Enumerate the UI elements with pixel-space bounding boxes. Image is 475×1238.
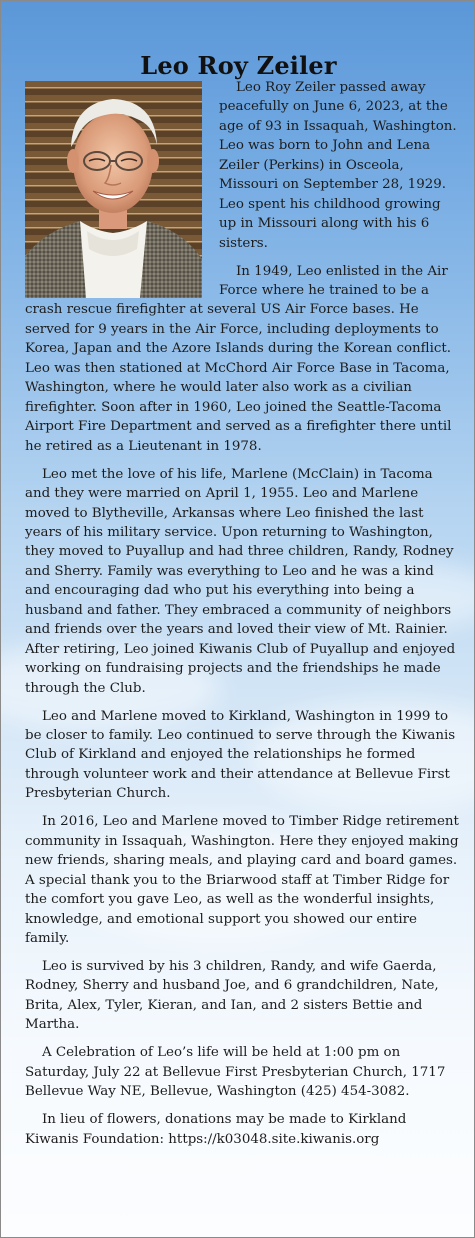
photo-float-spacer [25,78,219,299]
paragraph-survivors: Leo is survived by his 3 children, Randy, and wife Gaerda, Rodney, Sherry and husband Joe, and 6 grandchildren, Nate, Brita, Alex, Tyler, Kieran, and Ian, and 2 sisters Bettie and Martha. [25,958,439,1033]
paragraph-donations: In lieu of flowers, donations may be made to Kirkland Kiwanis Foundation: https://k03048.site.kiwanis.org [25,1112,407,1147]
paragraph-kirkland: Leo and Marlene moved to Kirkland, Washington in 1999 to be closer to family. Leo continued to serve through the Kiwanis Club of Kirkland and enjoyed the relationships he formed through volunteer work and their attendance at Bellevue First Presbyterian Church. [25,708,456,802]
obituary-title: Leo Roy Zeiler [140,51,337,81]
paragraph-military: In 1949, Leo enlisted in the Air Force where he trained to be a crash rescue firefighter at several US Air Force bases. He served for 9 years in the Air Force, including deployments to Korea, Japan and the Azore Islands during the Korean conflict. Leo was then stationed at McChord Air Force Base in Tacoma, Washington, where he would later also work as a civilian firefighter. Soon after in 1960, Leo joined the Seattle-Tacoma Airport Fire Department and served as a firefighter there until he retired as a Lieutenant in 1978. [25,263,452,454]
obituary-body [25,78,461,1158]
paragraph-timber-ridge: In 2016, Leo and Marlene moved to Timber Ridge retirement community in Issaquah, Washington. Here they enjoyed making new friends, sharing meals, and playing card and board games. A special thank you to the Briarwood staff at Timber Ridge for the comfort you gave Leo, as well as the wonderful insights, knowledge, and emotional support you showed our entire family. [25,814,459,947]
paragraph-family: Leo met the love of his life, Marlene (McClain) in Tacoma and they were married on April 1, 1955. Leo and Marlene moved to Blytheville, Arkansas where Leo finished the last years of his military service. Upon returning to Washington, they moved to Puyallup and had three children, Randy, Rodney and Sherry. Family was everything to Leo and he was a kind and encouraging dad who put his everything into being a husband and father. They embraced a community of neighbors and friends over the years and loved their view of Mt. Rainier. After retiring, Leo joined Kiwanis Club of Puyallup and enjoyed working on fundraising projects and the friendships he made through the Club. [25,466,456,696]
paragraph-celebration: A Celebration of Leo’s life will be held at 1:00 pm on Saturday, July 22 at Bellevue First Presbyterian Church, 1717 Bellevue Way NE, Bellevue, Washington (425) 454-3082. [25,1045,446,1100]
paragraph-announcement: Leo Roy Zeiler passed away peacefully on June 6, 2023, at the age of 93 in Issaquah, Washington. Leo was born to John and Lena Zeiler (Perkins) in Osceola, Missouri on September 28, 1929. Leo spent his childhood growing up in Missouri along with his 6 sisters. [219,80,457,251]
